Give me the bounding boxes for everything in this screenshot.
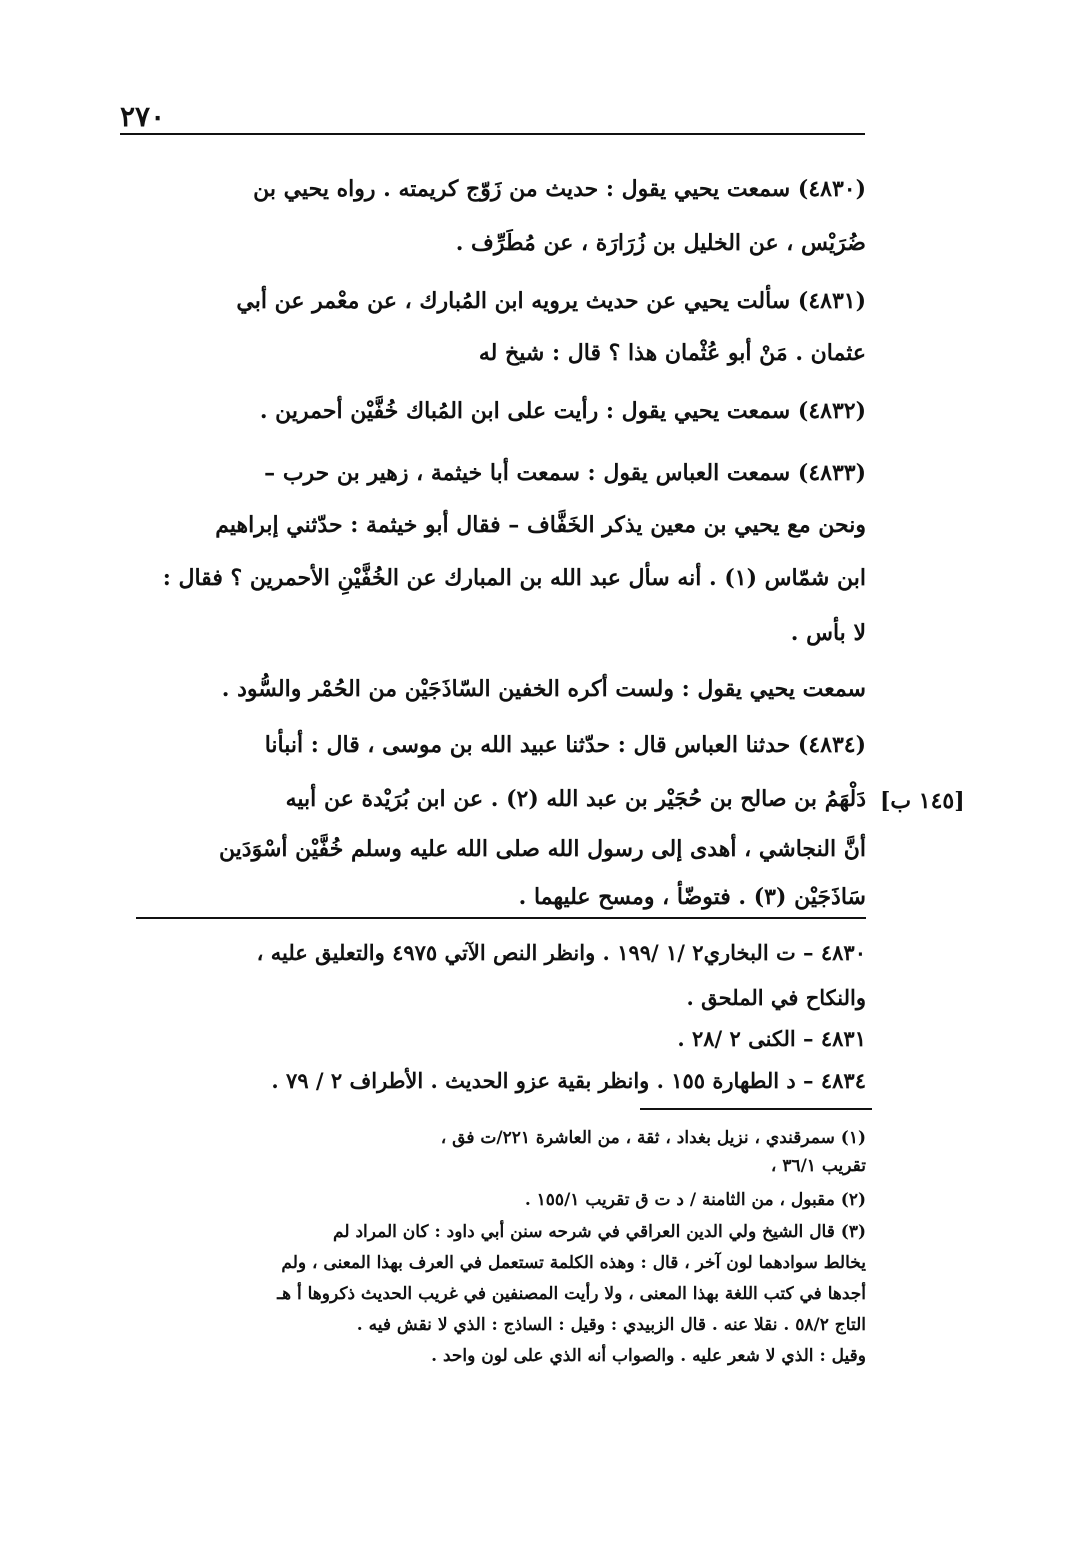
takhrij-line: ٤٨٣٠ – ت البخاري٢ /١ /١٩٩ . وانظر النص الآتي ٤٩٧٥ والتعليق عليه ، <box>256 940 866 965</box>
text-line: عثمان . مَنْ أبو عُثْمان هذا ؟ قال : شيخ له <box>478 340 866 366</box>
text-line: سمعت يحيي يقول : ولست أكره الخفين السّاذَجَيْن من الحُمْر والسُّود . <box>221 676 866 702</box>
text-line: (٤٨٣١) سألت يحيي عن حديث يرويه ابن المُبارك ، عن معْمر عن أبي <box>236 288 866 314</box>
margin-folio-reference: [١٤٥ ب] <box>880 788 965 814</box>
footnote-line: التاج ٥٨/٢ . نقلا عنه . قال الزبيدي : وقيل : الساذج : الذي لا نقش فيه . <box>356 1315 866 1335</box>
text-line: ونحن مع يحيي بن معين يذكر الخَفَّاف – فقال أبو خيثمة : حدّثني إبراهيم <box>215 512 866 538</box>
page-number: ٢٧٠ <box>120 100 166 133</box>
text-line: ضُرَيْس ، عن الخليل بن زُرَارَة ، عن مُطَرِّف . <box>455 230 866 256</box>
text-line: لا بأس . <box>790 620 866 646</box>
footnote-line: وقيل : الذي لا شعر عليه . والصواب أنه الذي على لون واحد . <box>431 1346 866 1366</box>
text-line: (٤٨٣٣) سمعت العباس يقول : سمعت أبا خيثمة ، زهير بن حرب – <box>264 460 866 486</box>
text-line: أنَّ النجاشي ، أهدى إلى رسول الله صلى الله عليه وسلم خُفَّيْن أسْوَدَين <box>218 836 866 862</box>
text-line: سَاذَجَيْن (٣) . فتوضّأ ، ومسح عليهما . <box>518 884 866 910</box>
footnote-line: (١) سمرقندي ، نزيل بغداد ، ثقة ، من العاشرة ٢٢١/ت فق ، <box>440 1128 866 1148</box>
text-line: (٤٨٣٢) سمعت يحيي يقول : رأيت على ابن المُباك خُفَّيْن أحمرين . <box>259 398 866 424</box>
takhrij-line: ٤٨٣٤ – د الطهارة ١٥٥ . وانظر بقية عزو الحديث . الأطراف ٢ / ٧٩ . <box>271 1068 866 1093</box>
header-rule <box>120 133 865 135</box>
footnote-line: يخالط سوادهما لون آخر ، قال : وهذه الكلمة تستعمل في العرف بهذا المعنى ، ولم <box>281 1253 866 1273</box>
takhrij-line: والنكاح في الملحق . <box>686 985 866 1010</box>
text-line: ابن شمّاس (١) . أنه سأل عبد الله بن المبارك عن الخُفَّيْنِ الأحمرين ؟ فقال : <box>162 565 866 591</box>
footnote-line: (٢) مقبول ، من الثامنة / د ت ق تقريب ١٥٥/١ . <box>524 1190 866 1210</box>
text-line: (٤٨٣٤) حدثنا العباس قال : حدّثنا عبيد الله بن موسى ، قال : أنبأنا <box>264 732 866 758</box>
footnote-line: (٣) قال الشيخ ولي الدين العراقي في شرحه سنن أبي داود : كان المراد لم <box>333 1222 866 1242</box>
text-line: دَلْهَمُ بن صالح بن حُجَيْر بن عبد الله (٢) . عن ابن بُرَيْدة عن أبيه <box>285 786 866 812</box>
takhrij-line: ٤٨٣١ – الكنى ٢ /٢٨ . <box>677 1026 866 1051</box>
footnote-rule <box>640 1108 872 1110</box>
section-rule <box>136 917 866 919</box>
footnote-line: تقريب ٣٦/١ ، <box>770 1156 866 1176</box>
footnote-line: أجدها في كتب اللغة بهذا المعنى ، ولا رأيت المصنفين في غريب الحديث ذكروها أ هـ <box>277 1284 866 1304</box>
text-line: (٤٨٣٠) سمعت يحيي يقول : حديث من زَوّج كريمته . رواه يحيي بن <box>253 176 866 202</box>
